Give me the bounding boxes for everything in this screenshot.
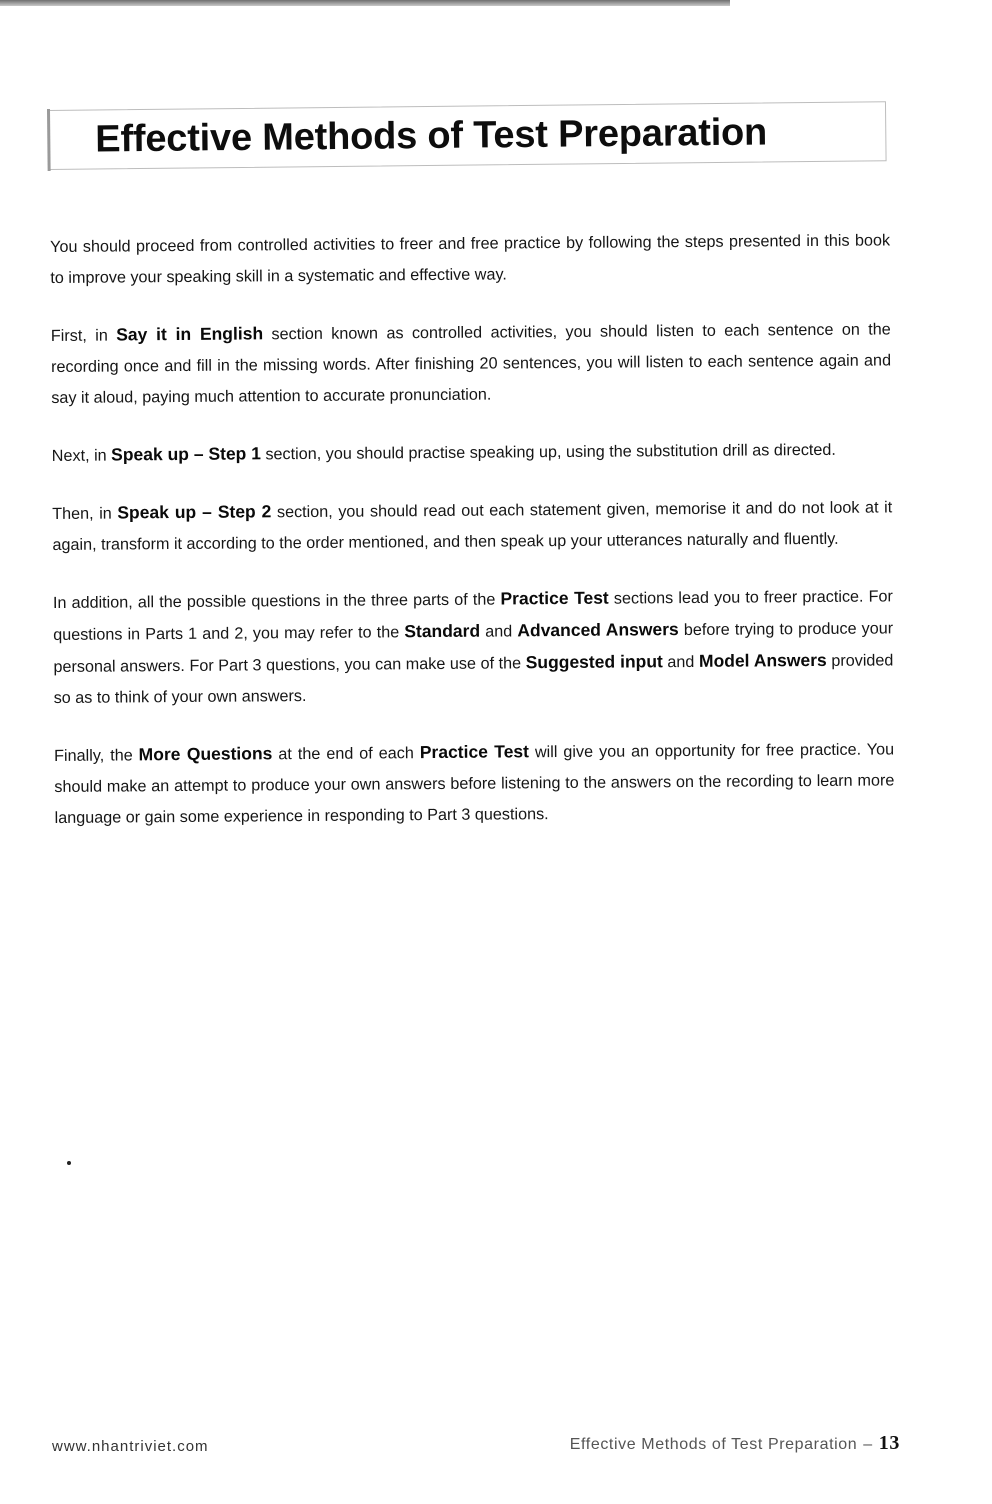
- paragraph: [53, 580, 894, 714]
- bold-term: Speak up – Step 2: [117, 501, 272, 523]
- bold-term: Standard: [404, 620, 481, 642]
- title-box: [48, 101, 887, 170]
- paragraph: [54, 733, 895, 834]
- paragraph-text: Next, in: [51, 446, 112, 465]
- footer-running-title: Effective Methods of Test Preparation: [569, 1436, 858, 1453]
- paragraph-text: section known as controlled activities, you should listen to each sentence on the recording once and fill in the missing words. After finishing 20 sentences, you will listen to each sentence again and say it aloud, paying much attention to accurate pronunciation.: [50, 320, 892, 407]
- bold-term: Say it in English: [116, 323, 264, 345]
- paragraph-text: and: [662, 652, 700, 672]
- footer-separator: –: [863, 1436, 873, 1453]
- paragraph-text: Finally, the: [54, 746, 139, 765]
- paragraph-text: provided so as to think of your own answers.: [53, 651, 894, 707]
- paragraph: [52, 491, 892, 561]
- paragraph-text: section, you should read out each statement given, memorise it and do not look at it again, transform it according to the order mentioned, and then speak up your utterances naturally and fluently.: [52, 498, 893, 554]
- paragraph: [52, 433, 892, 472]
- bold-term: More Questions: [138, 743, 273, 765]
- paragraph-text: and: [480, 622, 518, 641]
- bold-term: Suggested input: [525, 651, 663, 673]
- page-number: 13: [878, 1432, 900, 1454]
- paragraph-text: section, you should practise speaking up, using the substitution drill as directed.: [260, 440, 836, 464]
- body-text: [50, 225, 895, 860]
- scan-edge-strip: [0, 0, 730, 6]
- bold-term: Practice Test: [500, 587, 609, 609]
- paragraph-text: before trying to produce your personal answers. For Part 3 questions, you can make use of the: [53, 619, 894, 676]
- footer-website: www.nhantriviet.com: [52, 1438, 209, 1455]
- bold-term: Speak up – Step 1: [111, 443, 261, 465]
- paragraph-text: First, in: [50, 326, 117, 345]
- paragraph-text: will give you an opportunity for free practice. You should make an attempt to produce your own answers before listening to the answers on the recording to learn more language or gain some experience in responding to Part 3 questions.: [54, 740, 895, 827]
- paragraph: [51, 313, 892, 414]
- paragraph-text: sections lead you to freer practice. For questions in Parts 1 and 2, you may refer to the: [53, 587, 893, 644]
- stray-dot-mark: [67, 1161, 71, 1165]
- paragraph: [50, 225, 890, 294]
- paragraph-text: In addition, all the possible questions in the three parts of the: [52, 590, 501, 612]
- bold-term: Model Answers: [698, 649, 827, 671]
- paragraph-text: Then, in: [52, 504, 118, 523]
- page-title: Effective Methods of Test Preparation: [95, 111, 768, 161]
- bold-term: Practice Test: [419, 741, 530, 763]
- footer-running-head: [570, 1432, 900, 1455]
- paragraph-text: You should proceed from controlled activities to freer and free practice by following the steps presented in this book to improve your speaking skill in a systematic and effective way.: [50, 231, 891, 287]
- bold-term: Advanced Answers: [517, 619, 679, 641]
- paragraph-text: at the end of each: [272, 744, 420, 764]
